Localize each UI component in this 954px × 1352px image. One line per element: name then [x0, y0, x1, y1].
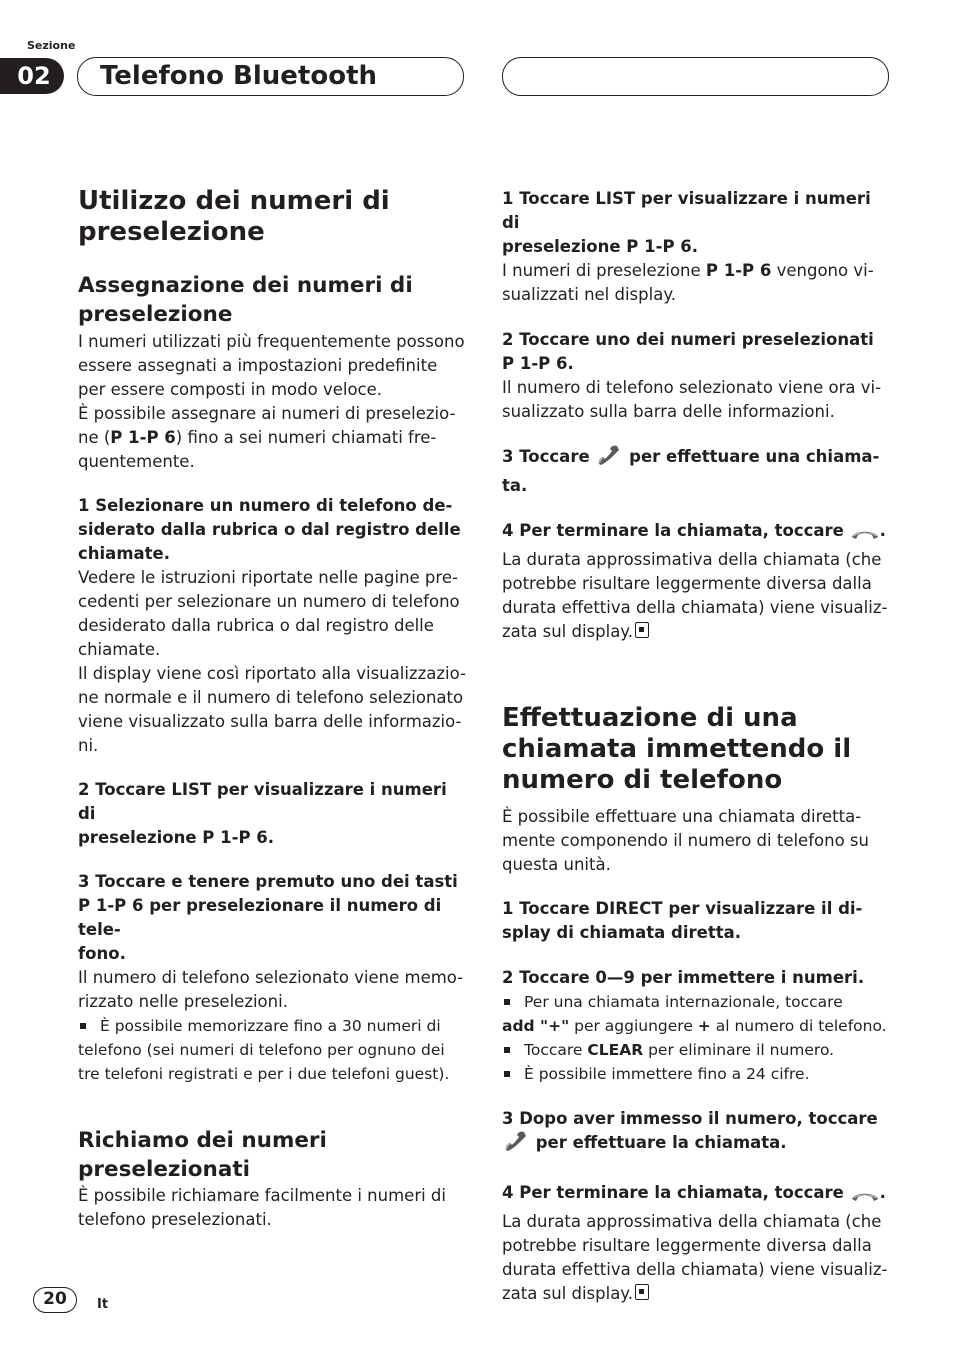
recall-step-1-text — [502, 259, 892, 307]
assign-paragraph — [78, 330, 466, 474]
heading-line: chiamata immettendo il — [502, 734, 852, 764]
step-line: 1 Toccare DIRECT per visualizzare il di- — [502, 899, 863, 918]
recall-step-2-text — [502, 376, 892, 424]
recall-step-3 — [502, 445, 892, 498]
step-line: . — [879, 1183, 886, 1202]
heading-line: Richiamo dei numeri — [78, 1128, 327, 1153]
direct-step-2 — [502, 966, 892, 990]
text-line: chiamate. — [78, 640, 161, 659]
recall-step-4-text — [502, 548, 892, 644]
recall-paragraph — [78, 1184, 466, 1232]
text-line: I numeri utilizzati più frequentemente possono — [78, 332, 465, 351]
bullet-icon — [504, 999, 510, 1005]
header-right-box — [502, 57, 889, 96]
recall-step-2 — [502, 328, 892, 376]
section-number: 02 — [0, 58, 64, 94]
text-line: essere assegnati a impostazioni predefinite — [78, 356, 438, 375]
text-bold: P 1-P 6 — [110, 428, 176, 447]
step-line: splay di chiamata diretta. — [502, 923, 742, 942]
assign-note — [78, 1014, 466, 1086]
text-line: Il numero di telefono selezionato viene memo- — [78, 968, 464, 987]
text-line: vengono vi- — [771, 261, 874, 280]
step-line: 3 Toccare e tenere premuto uno dei tasti — [78, 872, 458, 891]
heading-line: Effettuazione di una — [502, 703, 798, 733]
text-line: ni. — [78, 736, 99, 755]
text-bold: P 1-P 6 — [705, 261, 772, 280]
heading-preset-usage — [78, 186, 466, 248]
bullet-icon — [504, 1071, 510, 1077]
section-label: Sezione — [27, 39, 76, 52]
note-line: per aggiungere — [569, 1017, 698, 1035]
step-line: per effettuare la chiamata. — [530, 1133, 787, 1152]
text-line: Vedere le istruzioni riportate nelle pagine pre- — [78, 568, 458, 587]
step-line: ta. — [502, 476, 528, 495]
step-line: 2 Toccare 0—9 per immettere i numeri. — [502, 968, 865, 987]
text-line: sualizzati nel display. — [502, 285, 676, 304]
text-line: cedenti per selezionare un numero di telefono — [78, 592, 460, 611]
end-of-section-icon — [635, 1284, 649, 1300]
bullet-icon — [80, 1023, 86, 1029]
phone-call-icon — [595, 445, 623, 474]
step-line: 2 Toccare uno dei numeri preselezionati — [502, 330, 874, 349]
language-code: It — [97, 1297, 109, 1312]
heading-line: preselezione — [78, 217, 265, 247]
direct-notes — [502, 990, 892, 1086]
heading-direct-call — [502, 703, 892, 796]
note-line: Per una chiamata internazionale, toccare — [524, 993, 843, 1011]
text-line: ne ( — [78, 428, 111, 447]
phone-hangup-icon — [850, 1186, 880, 1210]
direct-paragraph — [502, 805, 892, 877]
step-line: 2 Toccare LIST per visualizzare i numeri di — [78, 780, 447, 823]
end-of-section-icon — [635, 622, 649, 638]
text-line: sualizzato sulla barra delle informazioni. — [502, 402, 835, 421]
section-title-box — [77, 57, 464, 96]
text-line: È possibile assegnare ai numeri di preselezio- — [78, 404, 456, 423]
text-line: È possibile effettuare una chiamata diretta- — [502, 807, 862, 826]
text-line: ne normale e il numero di telefono selezionato — [78, 688, 464, 707]
section-title: Telefono Bluetooth — [100, 61, 378, 91]
heading-line: Utilizzo dei numeri di — [78, 186, 390, 216]
step-line: preselezione P 1-P 6. — [502, 237, 699, 256]
text-line: I numeri di preselezione — [502, 261, 706, 280]
text-line: ) fino a sei numeri chiamati fre- — [175, 428, 437, 447]
note-line: telefono (sei numeri di telefono per ognuno dei — [78, 1041, 445, 1059]
text-line: questa unità. — [502, 855, 611, 874]
text-line: desiderato dalla rubrica o dal registro delle — [78, 616, 434, 635]
text-line: durata effettiva della chiamata) viene visualiz- — [502, 1260, 888, 1279]
assign-step-1 — [78, 494, 466, 566]
heading-line: preselezionati — [78, 1157, 251, 1182]
text-line: La durata approssimativa della chiamata (che — [502, 1212, 882, 1231]
note-line: Toccare — [524, 1041, 588, 1059]
heading-line: numero di telefono — [502, 765, 783, 795]
recall-step-1 — [502, 187, 892, 259]
text-line: quentemente. — [78, 452, 195, 471]
step-line: fono. — [78, 944, 126, 963]
text-line: potrebbe risultare leggermente diversa dalla — [502, 574, 872, 593]
step-line: P 1-P 6 per preselezionare il numero di tele- — [78, 896, 442, 939]
note-bold: CLEAR — [587, 1041, 644, 1059]
text-line: potrebbe risultare leggermente diversa dalla — [502, 1236, 872, 1255]
assign-step-1-text — [78, 566, 466, 758]
heading-line: preselezione — [78, 302, 233, 327]
left-column — [78, 186, 466, 1232]
step-line: siderato dalla rubrica o dal registro delle — [78, 520, 461, 539]
phone-hangup-icon — [850, 524, 880, 548]
assign-step-3-text — [78, 966, 466, 1014]
step-line: . — [879, 521, 886, 540]
heading-recall — [78, 1126, 466, 1184]
step-line: per effettuare una chiama- — [623, 447, 880, 466]
text-line: zata sul display. — [502, 622, 633, 641]
step-line: 3 Dopo aver immesso il numero, toccare — [502, 1109, 878, 1128]
note-line: tre telefoni registrati e per i due telefoni guest). — [78, 1065, 450, 1083]
step-line: 1 Toccare LIST per visualizzare i numeri di — [502, 189, 871, 232]
direct-step-1 — [502, 897, 892, 945]
text-line: zata sul display. — [502, 1284, 633, 1303]
text-line: mente componendo il numero di telefono su — [502, 831, 869, 850]
page-number: 20 — [33, 1287, 77, 1313]
phone-call-icon — [502, 1131, 530, 1160]
text-line: Il display viene così riportato alla visualizzazio- — [78, 664, 466, 683]
text-line: durata effettiva della chiamata) viene visualiz- — [502, 598, 888, 617]
note-line: per eliminare il numero. — [643, 1041, 835, 1059]
step-line: chiamate. — [78, 544, 170, 563]
text-line: La durata approssimativa della chiamata (che — [502, 550, 882, 569]
text-line: rizzato nelle preselezioni. — [78, 992, 288, 1011]
direct-step-3 — [502, 1107, 892, 1160]
step-line: 4 Per terminare la chiamata, toccare — [502, 521, 850, 540]
recall-step-4 — [502, 519, 892, 548]
step-line: preselezione P 1-P 6. — [78, 828, 275, 847]
step-line: 4 Per terminare la chiamata, toccare — [502, 1183, 850, 1202]
right-column — [502, 187, 892, 1306]
step-line: P 1-P 6. — [502, 354, 574, 373]
text-line: Il numero di telefono selezionato viene ora vi- — [502, 378, 882, 397]
note-line: È possibile memorizzare fino a 30 numeri di — [100, 1017, 441, 1035]
text-line: viene visualizzato sulla barra delle informazio- — [78, 712, 462, 731]
assign-step-2 — [78, 778, 466, 850]
heading-line: Assegnazione dei numeri di — [78, 273, 413, 298]
text-line: È possibile richiamare facilmente i numeri di — [78, 1186, 446, 1205]
note-bold: add "+" — [502, 1017, 570, 1035]
heading-assign — [78, 271, 466, 329]
step-line: 1 Selezionare un numero di telefono de- — [78, 496, 453, 515]
note-line: È possibile immettere fino a 24 cifre. — [524, 1065, 810, 1083]
note-bold: + — [697, 1017, 711, 1035]
assign-step-3 — [78, 870, 466, 966]
note-line: al numero di telefono. — [710, 1017, 887, 1035]
text-line: telefono preselezionati. — [78, 1210, 272, 1229]
bullet-icon — [504, 1047, 510, 1053]
step-line: 3 Toccare — [502, 447, 596, 466]
text-line: per essere composti in modo veloce. — [78, 380, 383, 399]
direct-step-4-text — [502, 1210, 892, 1306]
direct-step-4 — [502, 1181, 892, 1210]
